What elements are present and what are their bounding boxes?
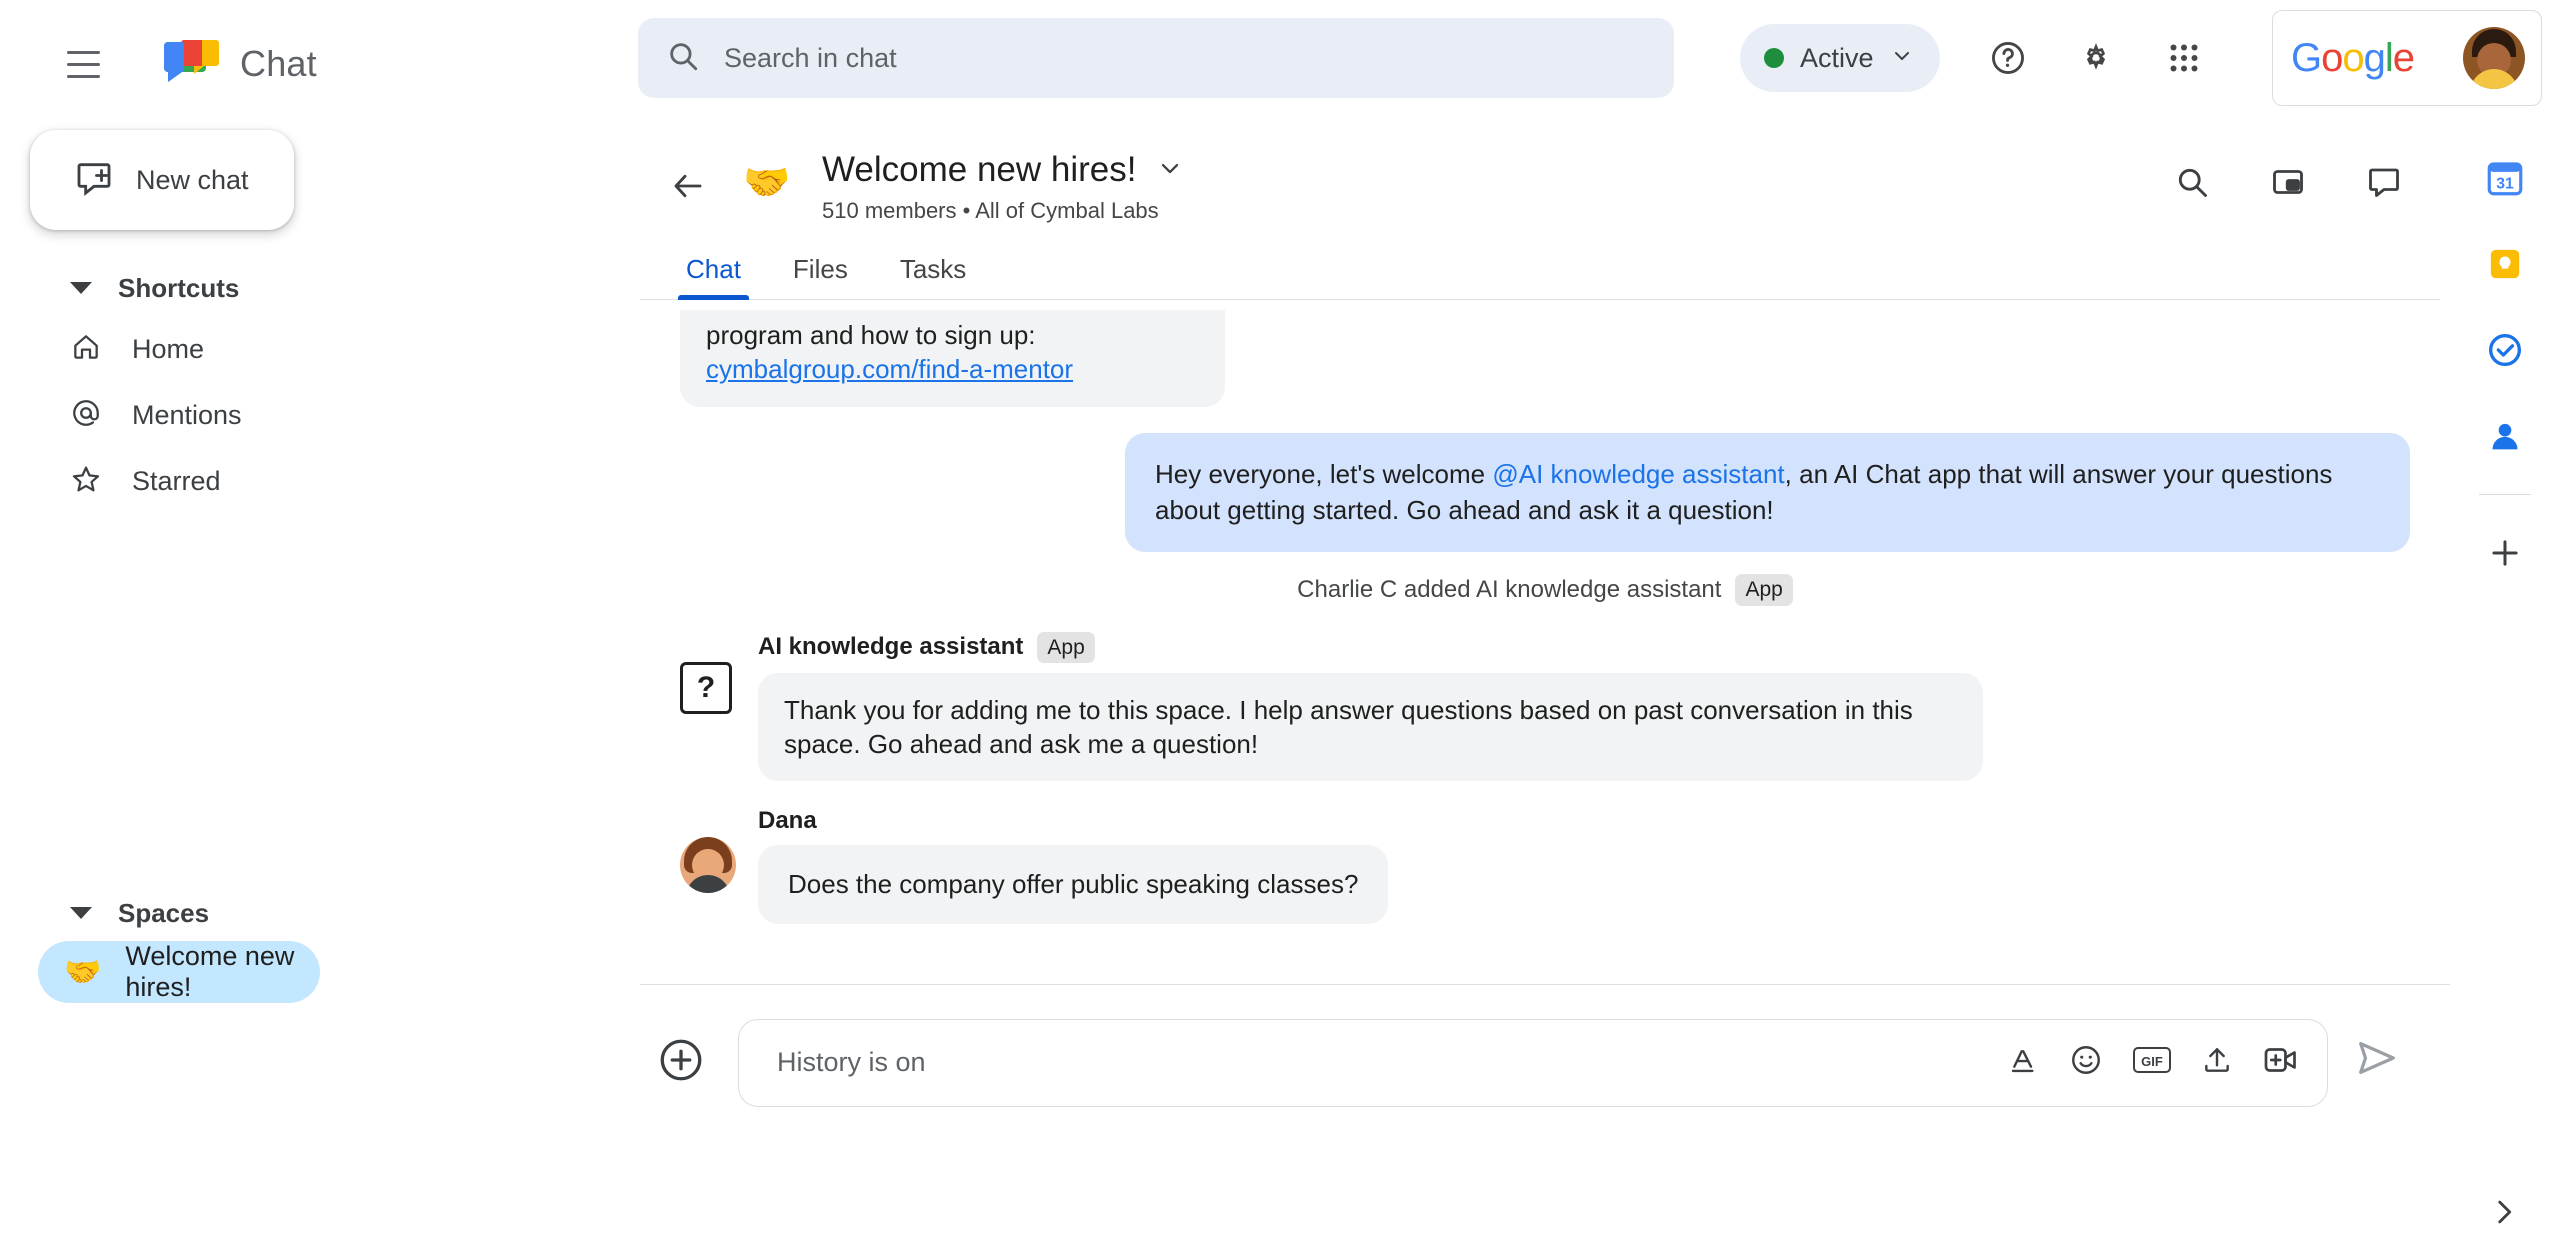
- plus-circle-icon[interactable]: [656, 1035, 712, 1091]
- status-label: Active: [1800, 42, 1874, 73]
- message-body: [758, 632, 2410, 782]
- new-chat-button[interactable]: [30, 130, 294, 230]
- spaces-title: Spaces: [118, 897, 210, 928]
- spaces-header[interactable]: [0, 885, 640, 941]
- hamburger-icon[interactable]: [52, 33, 114, 95]
- conversation-tabs: [640, 236, 2440, 300]
- message-bubble: [1125, 433, 2410, 553]
- settings-icon[interactable]: [2064, 26, 2128, 90]
- contacts-icon[interactable]: [2477, 408, 2533, 464]
- avatar[interactable]: [2463, 27, 2525, 89]
- space-scope: All of Cymbal Labs: [975, 198, 1159, 223]
- google-logo-letter: o: [2321, 35, 2343, 80]
- system-message-text: Charlie C added AI knowledge assistant: [1297, 575, 1722, 603]
- new-chat-label: New chat: [136, 164, 249, 195]
- chevron-down-icon: [1890, 44, 1914, 73]
- conversation-actions: [2160, 150, 2416, 214]
- tab-files[interactable]: Files: [792, 254, 848, 284]
- separator-dot: •: [962, 198, 971, 223]
- home-icon: [70, 331, 102, 368]
- keep-icon[interactable]: [2477, 236, 2533, 292]
- expand-panel-icon[interactable]: [2476, 1184, 2532, 1240]
- shortcuts-section: [0, 260, 640, 514]
- conversation-header: [640, 128, 2450, 236]
- member-count: 510 members: [822, 198, 957, 223]
- emoji-icon[interactable]: [2069, 1043, 2103, 1082]
- sidebar-item-welcome-new-hires[interactable]: [38, 941, 320, 1003]
- upload-icon[interactable]: [2201, 1044, 2233, 1081]
- status-chip[interactable]: [1740, 24, 1940, 92]
- search-icon[interactable]: [2160, 150, 2224, 214]
- conversation-subtitle: [822, 198, 1184, 224]
- message-input[interactable]: [775, 1046, 1983, 1079]
- apps-grid-icon[interactable]: [2152, 26, 2216, 90]
- message-incoming: [680, 807, 2410, 923]
- sidebar-item-label: Mentions: [132, 399, 242, 430]
- sender-name: AI knowledge assistant: [758, 633, 1024, 661]
- top-bar: [0, 0, 2560, 128]
- search-bar[interactable]: [638, 18, 1674, 98]
- side-app-rail: [2450, 150, 2560, 581]
- search-icon: [666, 39, 700, 78]
- message-text-cont: , an AI Chat app that will answer your questions about getting started. Go ahead and ask it a question!: [1155, 458, 2333, 525]
- message-clipped: [680, 310, 2410, 407]
- calendar-icon[interactable]: [2477, 150, 2533, 206]
- tasks-icon[interactable]: [2477, 322, 2533, 378]
- google-logo: [2291, 36, 2414, 81]
- message-text: Hey everyone, let's welcome: [1155, 458, 1493, 489]
- message-outgoing: [680, 433, 2410, 553]
- video-meeting-icon[interactable]: [2263, 1045, 2299, 1080]
- search-input[interactable]: [722, 42, 1674, 75]
- spaces-section: [0, 885, 640, 1003]
- caret-down-icon: [70, 282, 92, 294]
- message-bubble: [680, 310, 1225, 407]
- message-bubble: Does the company offer public speaking classes?: [758, 845, 1388, 923]
- chevron-down-icon[interactable]: [1156, 154, 1184, 187]
- picture-in-picture-icon[interactable]: [2256, 150, 2320, 214]
- new-chat-icon: [74, 158, 114, 203]
- tab-tasks[interactable]: Tasks: [899, 254, 967, 284]
- google-logo-letter: g: [2363, 35, 2385, 80]
- mention-chip[interactable]: @AI knowledge assistant: [1492, 458, 1785, 489]
- sidebar-item-mentions[interactable]: [0, 382, 320, 448]
- caret-down-icon: [70, 907, 92, 919]
- shortcuts-header[interactable]: [0, 260, 640, 316]
- sidebar-item-label: Home: [132, 333, 205, 364]
- google-logo-letter: l: [2384, 35, 2393, 80]
- message-composer: [640, 985, 2450, 1107]
- conversation-panel: [640, 128, 2450, 1228]
- status-dot-icon: [1764, 48, 1784, 68]
- google-logo-letter: G: [2291, 35, 2322, 80]
- sidebar-item-starred[interactable]: [0, 448, 320, 514]
- sidebar-item-label: Welcome new hires!: [125, 941, 295, 1002]
- message-incoming: [680, 632, 2410, 782]
- question-mark-app-icon: ?: [680, 662, 736, 718]
- message-bubble: Thank you for adding me to this space. I help answer questions based on past conversation in this space. Go ahead and ask me a question!: [758, 673, 1983, 782]
- svg-text:31: 31: [2496, 175, 2514, 193]
- back-arrow-icon[interactable]: [660, 158, 716, 214]
- sidebar-item-home[interactable]: [0, 316, 320, 382]
- svg-text:GIF: GIF: [2141, 1054, 2163, 1070]
- send-icon[interactable]: [2354, 1035, 2410, 1091]
- tab-chat[interactable]: Chat: [660, 254, 767, 299]
- help-icon[interactable]: [1976, 26, 2040, 90]
- space-emoji-icon: 🤝: [736, 152, 798, 214]
- google-logo-letter: e: [2392, 35, 2415, 80]
- composer-field[interactable]: [738, 1019, 2328, 1107]
- rail-divider: [2479, 494, 2531, 495]
- add-apps-icon[interactable]: [2477, 525, 2533, 581]
- page-title: Welcome new hires!: [822, 150, 1137, 189]
- sender-name: Dana: [758, 807, 817, 835]
- app-badge: App: [1037, 632, 1094, 663]
- format-text-icon[interactable]: [2007, 1044, 2039, 1081]
- message-list: [640, 310, 2450, 924]
- app-badge: App: [1735, 574, 1792, 605]
- google-account-box[interactable]: [2272, 10, 2542, 106]
- open-in-chat-icon[interactable]: [2352, 150, 2416, 214]
- sidebar-item-label: Starred: [132, 465, 221, 496]
- mentor-program-link[interactable]: cymbalgroup.com/find-a-mentor: [706, 354, 1074, 385]
- at-mention-icon: [70, 397, 102, 434]
- conversation-meta: [822, 150, 1184, 224]
- product-title: Chat: [240, 43, 317, 84]
- star-icon: [70, 463, 102, 500]
- chat-logo-icon: [164, 38, 220, 90]
- dana-avatar: [680, 837, 736, 893]
- handshake-emoji-icon: 🤝: [64, 955, 102, 989]
- message-text: program and how to sign up:: [706, 320, 1036, 350]
- chat-logo: [164, 38, 317, 90]
- system-message: [680, 574, 2410, 605]
- topbar-icon-group: [1976, 26, 2216, 90]
- shortcuts-title: Shortcuts: [118, 272, 240, 303]
- google-logo-letter: o: [2342, 35, 2364, 80]
- gif-icon[interactable]: [2133, 1045, 2171, 1080]
- message-body: [758, 807, 2410, 923]
- composer-icon-group: [2007, 1043, 2299, 1082]
